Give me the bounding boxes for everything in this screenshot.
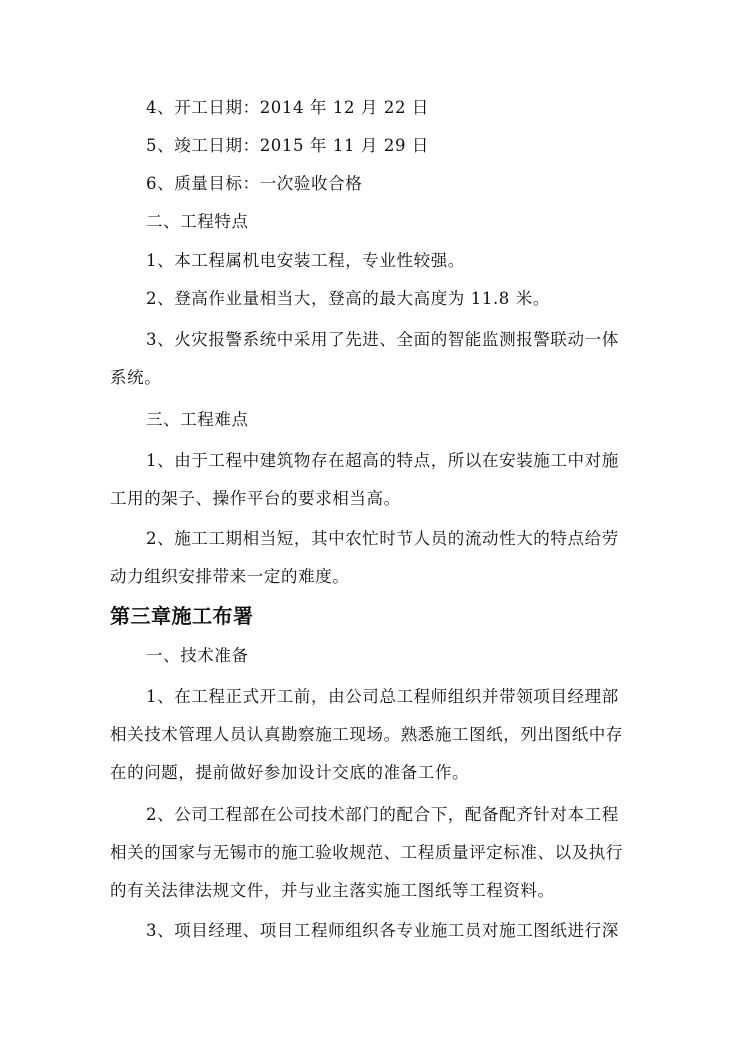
paragraph-line: 2、施工工期相当短，其中农忙时节人员的流动性大的特点给劳: [146, 529, 619, 548]
paragraph-line: 3、项目经理、项目工程师组织各专业施工员对施工图纸进行深: [146, 921, 619, 940]
paragraph-line: 动力组织安排带来一定的难度。: [110, 567, 350, 586]
paragraph-line: 1、由于工程中建筑物存在超高的特点，所以在安装施工中对施: [146, 451, 619, 470]
paragraph-line: 工用的架子、操作平台的要求相当高。: [110, 489, 401, 508]
paragraph-line: 1、在工程正式开工前，由公司总工程师组织并带领项目经理部: [146, 687, 619, 706]
quality-target-line: 6、质量目标：一次验收合格: [146, 174, 363, 193]
paragraph-line: 1、本工程属机电安装工程，专业性较强。: [146, 251, 465, 270]
paragraph-line: 3、火灾报警系统中采用了先进、全面的智能监测报警联动一体: [146, 330, 619, 349]
section-heading-difficulties: 三、工程难点: [146, 410, 249, 429]
paragraph-line: 的有关法律法规文件，并与业主落实施工图纸等工程资料。: [110, 881, 555, 900]
section-heading-features: 二、工程特点: [146, 212, 249, 231]
completion-date-line: 5、竣工日期：2015 年 11 月 29 日: [146, 136, 430, 155]
start-date-line: 4、开工日期：2014 年 12 月 22 日: [146, 98, 430, 117]
chapter-heading: 第三章施工布署: [110, 604, 254, 628]
section-heading-technical-prep: 一、技术准备: [146, 646, 249, 665]
paragraph-line: 2、登高作业量相当大，登高的最大高度为 11.8 米。: [146, 289, 550, 308]
paragraph-line: 系统。: [110, 368, 162, 387]
paragraph-line: 相关技术管理人员认真勘察施工现场。熟悉施工图纸，列出图纸中存: [110, 725, 623, 744]
paragraph-line: 2、公司工程部在公司技术部门的配合下，配备配齐针对本工程: [146, 805, 619, 824]
paragraph-line: 相关的国家与无锡市的施工验收规范、工程质量评定标准、以及执行: [110, 843, 623, 862]
paragraph-line: 在的问题，提前做好参加设计交底的准备工作。: [110, 763, 470, 782]
